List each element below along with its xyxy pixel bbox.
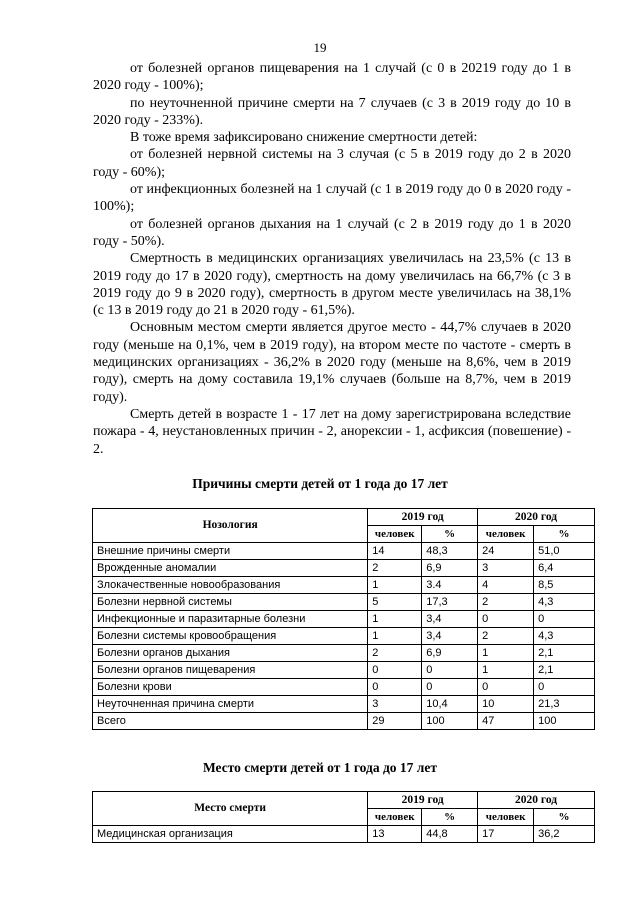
cell: 0 [534, 611, 595, 628]
paragraph: от инфекционных болезней на 1 случай (с 1 в 2019 году до 0 в 2020 году - 100%); [93, 182, 571, 215]
cell: 2 [478, 628, 534, 645]
cell: 4,3 [534, 594, 595, 611]
cell: 24 [478, 543, 534, 560]
cell: 17 [478, 826, 534, 843]
cell: Врожденные аномалии [93, 560, 368, 577]
table-row [93, 560, 595, 577]
cell: 5 [368, 594, 422, 611]
paragraph: по неуточненной причине смерти на 7 случаев (с 3 в 2019 году до 10 в 2020 году - 233%). [93, 95, 571, 128]
cell: 0 [534, 679, 595, 696]
paragraph: Смерть детей в возрасте 1 - 17 лет на дому зарегистрирована вследствие пожара - 4, неустановленных причин - 2, анорексии - 1, асфиксия (повешение) - 2. [93, 406, 571, 457]
cell: 3 [478, 560, 534, 577]
cell: 0 [368, 662, 422, 679]
cell: Злокачественные новообразования [93, 577, 368, 594]
cell: Болезни крови [93, 679, 368, 696]
table-row [93, 543, 595, 560]
cell: 1 [368, 611, 422, 628]
cell: Болезни органов пищеварения [93, 662, 368, 679]
table1-caption: Причины смерти детей от 1 года до 17 лет [192, 476, 448, 491]
cell: 29 [368, 713, 422, 730]
table-row [93, 679, 595, 696]
header-place: Место смерти [93, 792, 368, 826]
cell: 2,1 [534, 645, 595, 662]
paragraph: от болезней нервной системы на 3 случая (с 5 в 2019 году до 2 в 2020 году - 60%); [93, 147, 571, 180]
cell: Инфекционные и паразитарные болезни [93, 611, 368, 628]
header-pct-2019: % [422, 526, 478, 543]
cell: 21,3 [534, 696, 595, 713]
cell: 51,0 [534, 543, 595, 560]
header-year-2019: 2019 год [368, 792, 478, 809]
cell: 1 [478, 645, 534, 662]
body-text [93, 60, 571, 458]
cell: 2 [368, 560, 422, 577]
header-year-2020: 2020 год [478, 792, 595, 809]
cell: 10 [478, 696, 534, 713]
cell: 13 [368, 826, 422, 843]
cell: 3 [368, 696, 422, 713]
cell: 0 [422, 679, 478, 696]
header-pct-2020: % [534, 526, 595, 543]
cell: Болезни органов дыхания [93, 645, 368, 662]
table-row [93, 662, 595, 679]
cell: 10,4 [422, 696, 478, 713]
cell: 1 [368, 628, 422, 645]
cell: 2,1 [534, 662, 595, 679]
cell: 8,5 [534, 577, 595, 594]
paragraph: Основным местом смерти является другое место - 44,7% случаев в 2020 году (меньше на 0,1%, чем в 2019 году), на втором месте по частоте - смерть в медицинских организациях - 36,2% в 2020 году (меньше на 8,6%, чем в 2019 году), смерть на дому составила 19,1% случаев (больше на 8,7%, чем в 2019 году). [93, 320, 571, 405]
cell: 0 [478, 611, 534, 628]
cell: 100 [422, 713, 478, 730]
cell: 47 [478, 713, 534, 730]
table-row [93, 645, 595, 662]
paragraph: Смертность в медицинских организациях увеличилась на 23,5% (с 13 в 2019 году до 17 в 2020 году), смертность на дому увеличилась на 66,7% (с 3 в 2019 году до 9 в 2020 году), смертность в другом месте увеличилась на 38,1% (с 13 в 2019 году до 21 в 2020 году - 61,5%). [93, 251, 571, 319]
cell: 6,4 [534, 560, 595, 577]
cell: 0 [368, 679, 422, 696]
header-year-2020: 2020 год [478, 509, 595, 526]
place-table [92, 791, 595, 843]
cell: 48,3 [422, 543, 478, 560]
cell: Всего [93, 713, 368, 730]
cell: 2 [368, 645, 422, 662]
cell: Внешние причины смерти [93, 543, 368, 560]
table-row [93, 696, 595, 713]
table-row [93, 628, 595, 645]
causes-table [92, 508, 595, 730]
page-number: 19 [313, 40, 327, 55]
table-row [93, 594, 595, 611]
cell: 44,8 [422, 826, 478, 843]
cell: Болезни системы кровообращения [93, 628, 368, 645]
cell: 4 [478, 577, 534, 594]
header-pct-2019: % [422, 809, 478, 826]
header-pct-2020: % [534, 809, 595, 826]
cell: 17,3 [422, 594, 478, 611]
cell: Неуточненная причина смерти [93, 696, 368, 713]
cell: 100 [534, 713, 595, 730]
cell: Болезни нервной системы [93, 594, 368, 611]
header-people-2019: человек [368, 809, 422, 826]
header-people-2019: человек [368, 526, 422, 543]
table-row [93, 577, 595, 594]
cell: Медицинская организация [93, 826, 368, 843]
table-row-total [93, 713, 595, 730]
table-row [93, 611, 595, 628]
cell: 3.4 [422, 577, 478, 594]
cell: 3,4 [422, 628, 478, 645]
header-year-2019: 2019 год [368, 509, 478, 526]
header-people-2020: человек [478, 809, 534, 826]
table-row [93, 826, 595, 843]
cell: 1 [478, 662, 534, 679]
cell: 3,4 [422, 611, 478, 628]
cell: 6,9 [422, 645, 478, 662]
cell: 0 [478, 679, 534, 696]
header-nosology: Нозология [93, 509, 368, 543]
cell: 0 [422, 662, 478, 679]
paragraph: от болезней органов пищеварения на 1 случай (с 0 в 20219 году до 1 в 2020 году - 100%); [93, 61, 571, 94]
paragraph: В тоже время зафиксировано снижение смертности детей: [130, 130, 478, 146]
cell: 4,3 [534, 628, 595, 645]
cell: 2 [478, 594, 534, 611]
cell: 14 [368, 543, 422, 560]
paragraph: от болезней органов дыхания на 1 случай (с 2 в 2019 году до 1 в 2020 году - 50%). [93, 216, 571, 249]
header-people-2020: человек [478, 526, 534, 543]
cell: 6,9 [422, 560, 478, 577]
table2-caption: Место смерти детей от 1 года до 17 лет [202, 760, 438, 775]
cell: 36,2 [534, 826, 595, 843]
cell: 1 [368, 577, 422, 594]
